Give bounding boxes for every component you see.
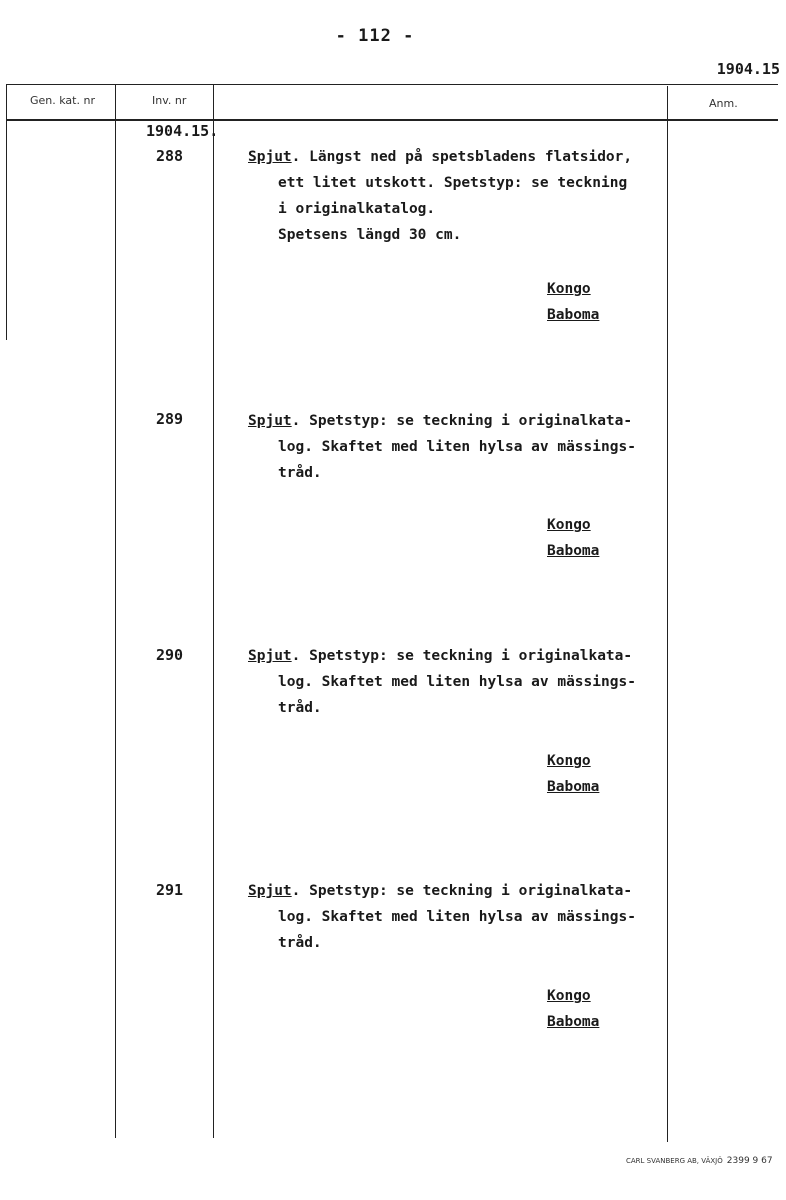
entry-line: log. Skaftet med liten hylsa av mässings- bbox=[278, 439, 636, 455]
entry-description bbox=[248, 144, 668, 248]
form-number: 2399 9 67 bbox=[726, 1156, 773, 1166]
column-divider-gen-inv bbox=[115, 84, 116, 1138]
entry-title: Spjut bbox=[248, 648, 292, 664]
entry-line: ett litet utskott. Spetstyp: se teckning bbox=[278, 175, 628, 191]
place-region: Kongo bbox=[547, 517, 591, 533]
table-header-rule bbox=[6, 119, 778, 121]
place-people: Baboma bbox=[547, 307, 600, 323]
entry-line: i originalkatalog. bbox=[278, 201, 436, 217]
place-region: Kongo bbox=[547, 988, 591, 1004]
entry-line: tråd. bbox=[278, 700, 322, 716]
inventory-number: 290 bbox=[156, 646, 184, 664]
column-divider-left-edge bbox=[6, 84, 7, 340]
entry-line: log. Skaftet med liten hylsa av mässings- bbox=[278, 674, 636, 690]
printer-name: CARL SVANBERG AB, VÄXJÖ bbox=[626, 1157, 723, 1165]
inventory-number: 288 bbox=[156, 147, 184, 165]
entry-first-line: . Spetstyp: se teckning i originalkata- bbox=[291, 648, 633, 664]
page-number: - 112 - bbox=[335, 26, 415, 46]
place-people: Baboma bbox=[547, 779, 600, 795]
entry-title: Spjut bbox=[248, 413, 292, 429]
column-divider-inv-desc bbox=[213, 84, 214, 1138]
column-header-gen-kat-nr: Gen. kat. nr bbox=[30, 94, 95, 107]
entry-description bbox=[248, 643, 668, 721]
entry-first-line: . Spetstyp: se teckning i originalkata- bbox=[291, 413, 633, 429]
entry-line: tråd. bbox=[278, 465, 322, 481]
column-header-inv-nr: Inv. nr bbox=[152, 94, 187, 107]
table-top-rule bbox=[6, 84, 778, 85]
entry-line: Spetsens längd 30 cm. bbox=[278, 227, 462, 243]
entry-line: tråd. bbox=[278, 935, 322, 951]
entry-description bbox=[248, 408, 668, 486]
printer-imprint bbox=[626, 1156, 773, 1166]
inventory-number: 291 bbox=[156, 881, 184, 899]
entry-description bbox=[248, 878, 668, 956]
entry-first-line: . Spetstyp: se teckning i originalkata- bbox=[291, 883, 633, 899]
entry-first-line: . Längst ned på spetsbladens flatsidor, bbox=[291, 149, 633, 165]
series-header: 1904.15 bbox=[716, 60, 780, 78]
column-header-anm: Anm. bbox=[709, 97, 738, 110]
series-number: 1904.15. bbox=[146, 122, 219, 140]
entry-line: log. Skaftet med liten hylsa av mässings- bbox=[278, 909, 636, 925]
place-people: Baboma bbox=[547, 1014, 600, 1030]
entry-title: Spjut bbox=[248, 883, 292, 899]
place-people: Baboma bbox=[547, 543, 600, 559]
place-region: Kongo bbox=[547, 753, 591, 769]
place-region: Kongo bbox=[547, 281, 591, 297]
entry-title: Spjut bbox=[248, 149, 292, 165]
inventory-number: 289 bbox=[156, 410, 184, 428]
